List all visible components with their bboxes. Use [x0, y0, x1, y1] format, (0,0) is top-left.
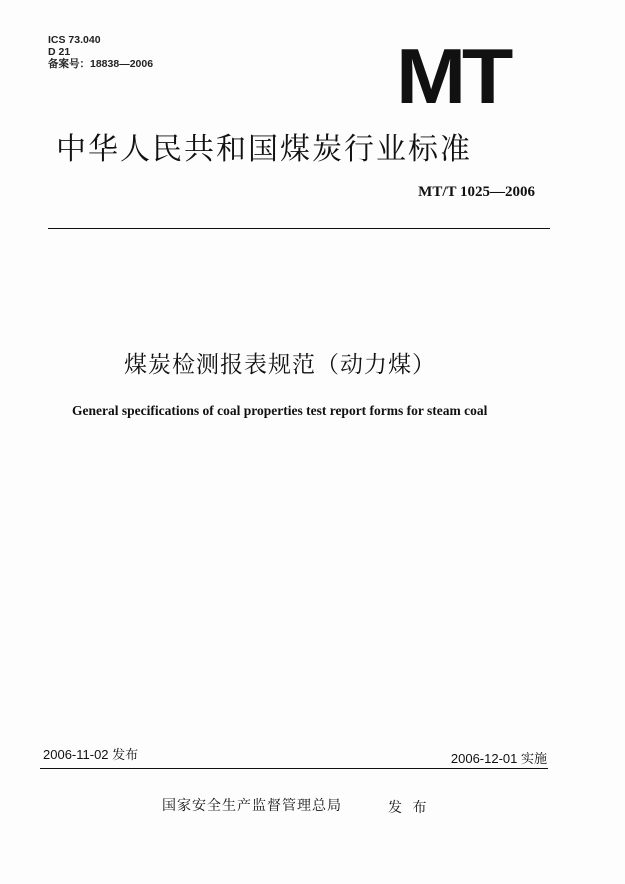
class-code: D 21: [48, 46, 71, 58]
top-divider: [48, 228, 550, 229]
issue-date: 2006-11-02 发布: [43, 747, 139, 762]
title-chinese: 煤炭检测报表规范（动力煤）: [124, 352, 436, 378]
meta-block: [48, 34, 153, 70]
title-english: General specifications of coal properties test report forms for steam coal: [72, 403, 488, 418]
bottom-divider: [40, 768, 548, 769]
implementation-date: 2006-12-01 实施: [450, 751, 547, 766]
record-number: 备案号：18838—2006: [48, 58, 154, 70]
standard-number: MT/T 1025—2006: [418, 184, 535, 200]
organization-title: 中华人民共和国煤炭行业标准: [56, 132, 472, 167]
publisher-name: 国家安全生产监督管理总局: [162, 798, 342, 814]
mt-logo: MT: [396, 32, 509, 120]
ics-code: ICS 73.040: [48, 34, 101, 46]
publish-label: 发 布: [388, 800, 430, 816]
